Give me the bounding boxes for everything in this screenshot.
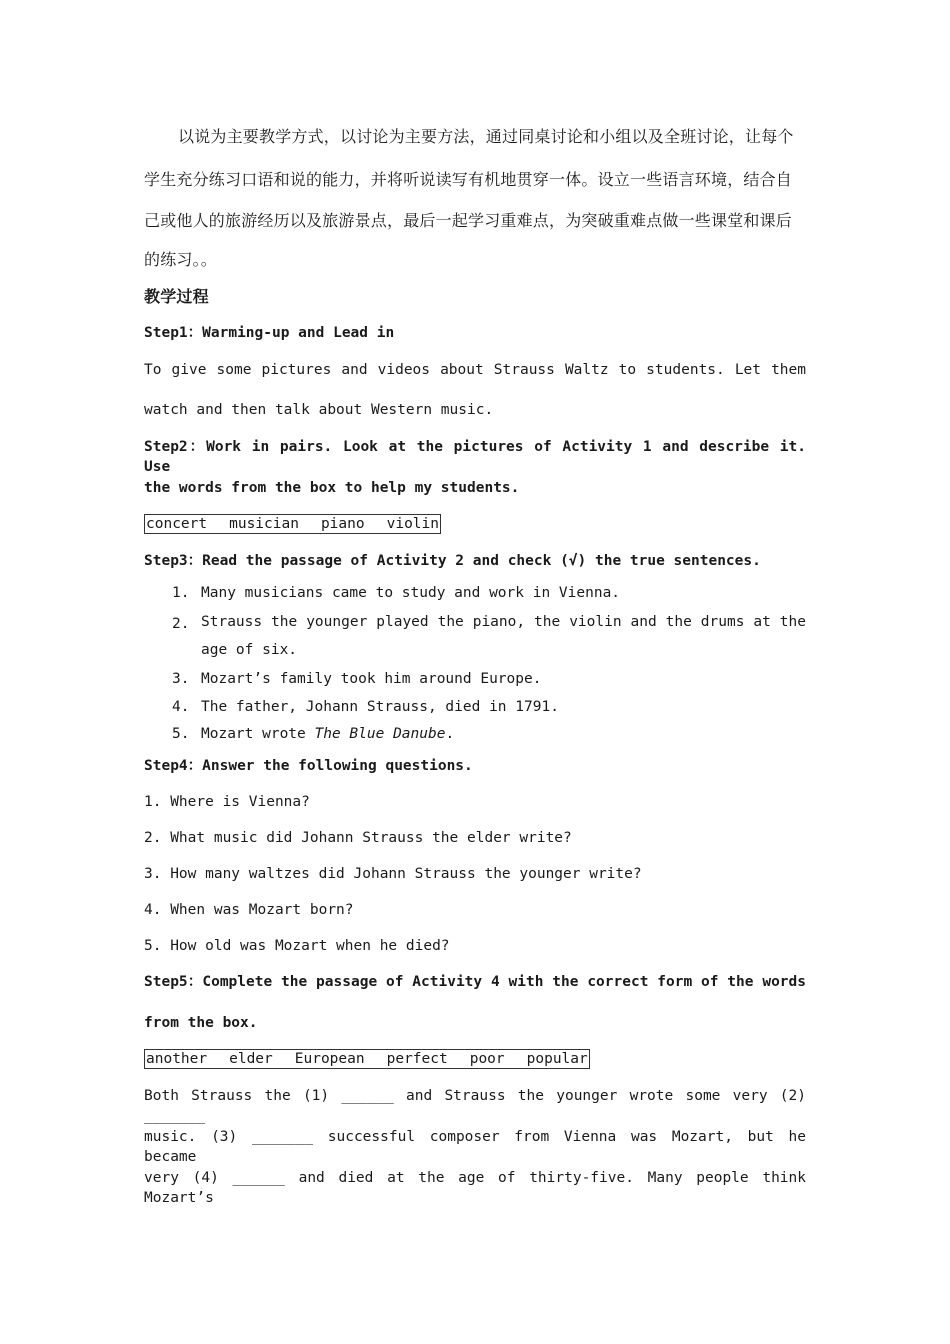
step5-line-1: Step5：Complete the passage of Activity 4 with the correct form of the words xyxy=(144,974,806,990)
intro-line-4: 的练习。。 xyxy=(144,250,218,269)
word-box-item: popular xyxy=(526,1051,588,1067)
word-box-item: another xyxy=(146,1051,208,1067)
word-box-item: poor xyxy=(469,1051,505,1067)
list-item-text xyxy=(201,724,806,744)
question-item: 3. How many waltzes did Johann Strauss the younger write? xyxy=(144,866,642,882)
passage-line-3: very (4) ______ and died at the age of thirty-five. Many people think Mozart’s xyxy=(144,1170,806,1206)
list-item-text-after: . xyxy=(445,726,455,742)
song-title: The Blue Danube xyxy=(314,726,446,742)
list-item-text: Many musicians came to study and work in Vienna. xyxy=(201,585,621,601)
step1-line-2: watch and then talk about Western music. xyxy=(144,402,494,418)
step3-title: Step3：Read the passage of Activity 2 and check (√) the true sentences. xyxy=(144,553,761,569)
intro-line-2: 学生充分练习口语和说的能力，并将听说读写有机地贯穿一体。设立一些语言环境，结合自 xyxy=(144,170,793,189)
list-item-number: 2. xyxy=(172,616,190,632)
step2-line-1: Step2：Work in pairs. Look at the pictures of Activity 1 and describe it. Use xyxy=(144,439,806,475)
question-item: 2. What music did Johann Strauss the elder write? xyxy=(144,830,572,846)
passage-line-2: music. (3) _______ successful composer from Vienna was Mozart, but he became xyxy=(144,1129,806,1165)
word-box-item: concert xyxy=(146,516,208,532)
list-item-number: 5. xyxy=(172,726,190,742)
word-box-step5 xyxy=(144,1049,590,1069)
passage-line-1: Both Strauss the (1) ______ and Strauss the younger wrote some very (2) _______ xyxy=(144,1088,806,1124)
step1-title: Step1：Warming-up and Lead in xyxy=(144,325,395,341)
list-item-number: 3. xyxy=(172,671,190,687)
question-item: 5. How old was Mozart when he died? xyxy=(144,938,450,954)
word-box-item: European xyxy=(294,1051,365,1067)
word-box-step2 xyxy=(144,514,441,534)
word-box-item: perfect xyxy=(386,1051,448,1067)
section-heading-process: 教学过程 xyxy=(144,287,209,306)
word-box-item: piano xyxy=(320,516,365,532)
word-box-item: violin xyxy=(386,516,439,532)
word-box-item: musician xyxy=(229,516,299,532)
step5-line-2: from the box. xyxy=(144,1015,258,1031)
step4-title: Step4：Answer the following questions. xyxy=(144,758,473,774)
list-item-text-before: Mozart wrote xyxy=(201,726,315,742)
list-item-text: Strauss the younger played the piano, the violin and the drums at the age of six. xyxy=(201,614,806,658)
intro-line-3: 己或他人的旅游经历以及旅游景点，最后一起学习重难点，为突破重难点做一些课堂和课后 xyxy=(144,211,793,230)
list-item-number: 4. xyxy=(172,699,190,715)
question-item: 1. Where is Vienna? xyxy=(144,794,310,810)
list-item-number: 1. xyxy=(172,585,190,601)
question-item: 4. When was Mozart born? xyxy=(144,902,354,918)
intro-line-1: 以说为主要教学方式，以讨论为主要方法，通过同桌讨论和小组以及全班讨论，让每个 xyxy=(178,127,794,146)
step1-line-1: To give some pictures and videos about Strauss Waltz to students. Let them xyxy=(144,362,806,378)
step2-line-2: the words from the box to help my students. xyxy=(144,480,520,496)
list-item-text: The father, Johann Strauss, died in 1791. xyxy=(201,699,559,715)
list-item-text: Mozart’s family took him around Europe. xyxy=(201,671,542,687)
word-box-item: elder xyxy=(229,1051,273,1067)
